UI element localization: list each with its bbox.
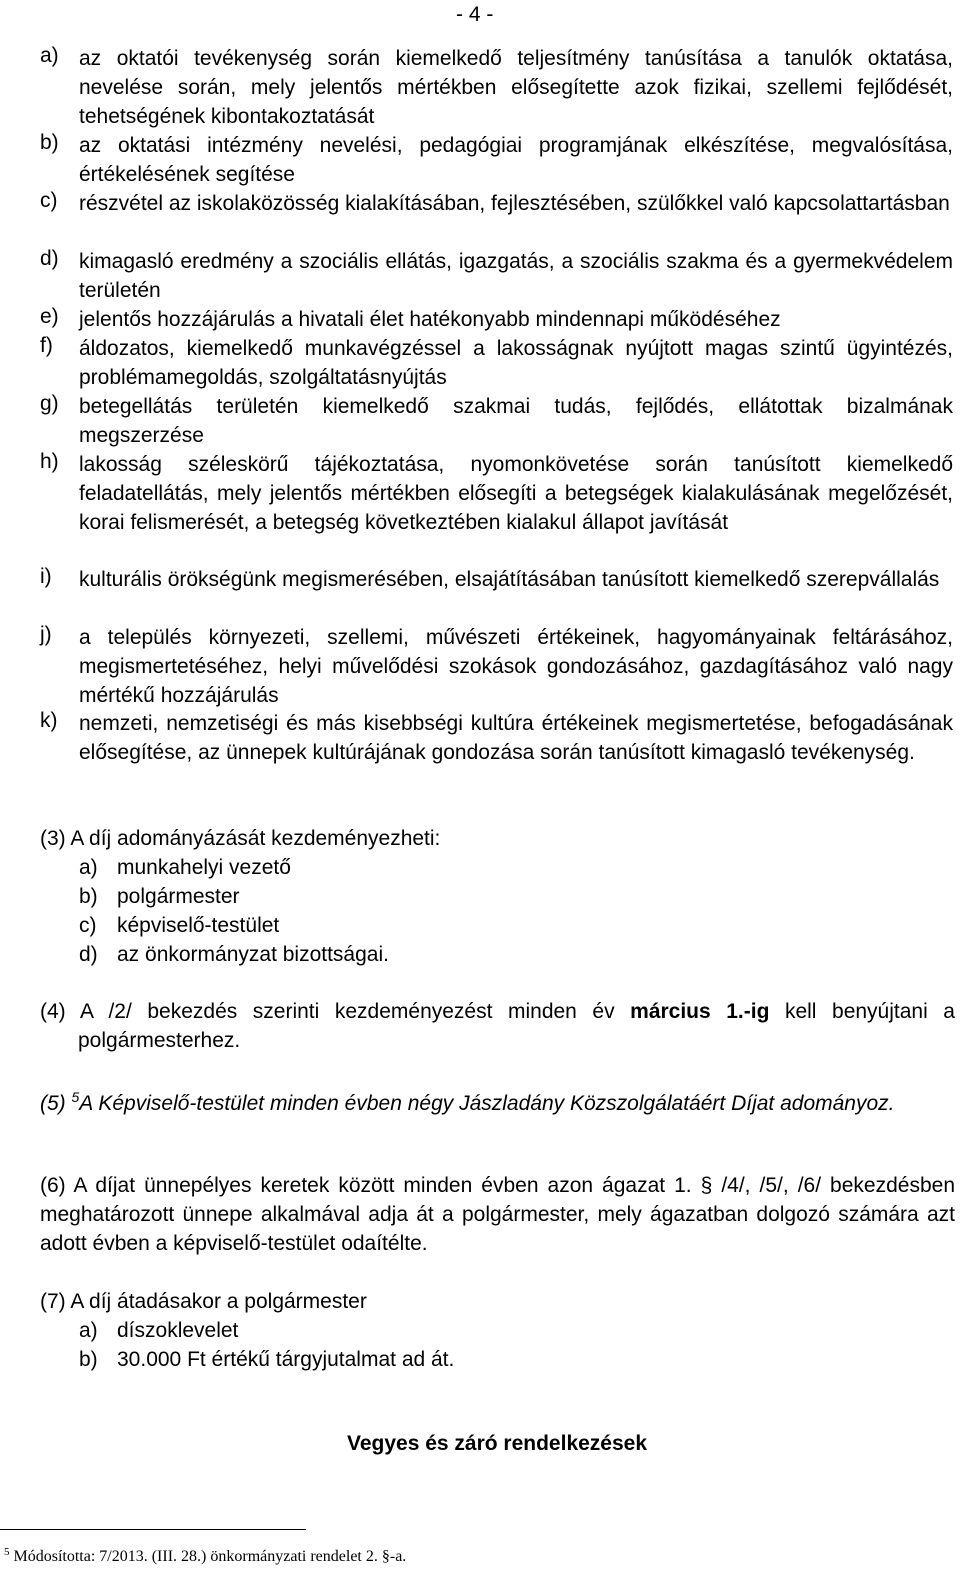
item-label: f) <box>40 334 53 357</box>
item-text: az oktatási intézmény nevelési, pedagógiai programjának elkészítése, megvalósítása, értékelésének segítése <box>79 134 953 186</box>
section-7-option-b <box>79 1345 454 1374</box>
item-text: jelentős hozzájárulás a hivatali élet hatékonyabb mindennapi működéséhez <box>79 308 781 331</box>
item-text: áldozatos, kiemelkedő munkavégzéssel a lakosságnak nyújtott magas szintű ügyintézés, problémamegoldás, szolgáltatásnyújtás <box>79 337 953 389</box>
section-3-intro: (3) A díj adományázását kezdeményezheti: <box>40 827 441 850</box>
section-7-intro: (7) A díj átadásakor a polgármester <box>40 1290 367 1313</box>
option-label: b) <box>79 885 98 908</box>
item-text: részvétel az iskolaközösség kialakításában, fejlesztésében, szülőkkel való kapcsolattartásban <box>79 192 950 215</box>
item-label: h) <box>40 450 59 473</box>
item-text: kulturális örökségünk megismerésében, elsajátításában tanúsított kiemelkedő szerepvállalás <box>79 568 940 591</box>
option-label: a) <box>79 856 98 879</box>
option-text: munkahelyi vezető <box>117 856 291 879</box>
item-text: lakosság széleskörű tájékoztatása, nyomonkövetése során tanúsított kiemelkedő feladatellátás, mely jelentős mértékben elősegíti a betegségek kialakulásának megelőzését, korai felismerését, a betegség következtében kialakul állapot javítását <box>79 453 953 534</box>
option-label: d) <box>79 943 98 966</box>
section-4-text: (4) A /2/ bekezdés szerinti kezdeményezést minden év <box>40 1000 631 1023</box>
footnote <box>4 1546 406 1566</box>
section-3-option-c <box>79 911 279 940</box>
section-5-text: A Képviselő-testület minden évben négy Jászladány Közszolgálatáért Díjat adományoz. <box>79 1092 895 1115</box>
section-3-option-b <box>79 882 240 911</box>
section-5 <box>40 1083 955 1118</box>
section-3-option-d <box>79 940 389 969</box>
item-label: b) <box>40 131 59 154</box>
footnote-reference: 5 <box>71 1089 80 1105</box>
option-text: polgármester <box>117 885 240 908</box>
item-label: k) <box>40 709 58 732</box>
item-label: i) <box>40 565 52 588</box>
section-4 <box>40 997 955 1055</box>
item-text: a település környezeti, szellemi, művészeti értékeinek, hagyományainak feltárásához, megismertetéséhez, helyi művelődési szokások gondozásához, gazdagításához való nagy mértékű hozzájárulás <box>79 626 953 707</box>
item-label: a) <box>40 44 59 67</box>
footnote-divider <box>0 1529 306 1530</box>
item-text: betegellátás területén kiemelkedő szakmai tudás, fejlődés, ellátottak bizalmának megszerzése <box>79 395 953 447</box>
section-3-option-a <box>79 853 291 882</box>
section-4-text-end: kell benyújtani a polgármesterhez. <box>78 1000 955 1052</box>
option-text: 30.000 Ft értékű tárgyjutalmat ad át. <box>117 1348 455 1371</box>
footnote-text: Módosította: 7/2013. (III. 28.) önkormányzati rendelet 2. §-a. <box>13 1548 407 1565</box>
item-text: nemzeti, nemzetiségi és más kisebbségi kultúra értékeinek megismertetése, befogadásának elősegítése, az ünnepek kultúrájának gondozása során tanúsított kimagasló tevékenység. <box>79 712 953 764</box>
page-number: - 4 - <box>456 3 494 26</box>
option-label: a) <box>79 1319 98 1342</box>
section-4-deadline: március 1.-ig <box>630 1000 770 1023</box>
item-label: j) <box>40 623 52 646</box>
option-text: képviselő-testület <box>117 914 280 937</box>
item-label: c) <box>40 189 58 212</box>
item-label: e) <box>40 305 59 328</box>
item-text: kimagasló eredmény a szociális ellátás, igazgatás, a szociális szakma és a gyermekvédelem területén <box>79 250 953 302</box>
option-label: b) <box>79 1348 98 1371</box>
section-heading: Vegyes és záró rendelkezések <box>346 1432 648 1455</box>
section-6: (6) A díjat ünnepélyes keretek között minden évben azon ágazat 1. § /4/, /5/, /6/ bekezdésben meghatározott ünnepe alkalmával adja át a polgármester, mely ágazatban dolgozó számára azt adott évben a képviselő-testület odaítélte. <box>40 1174 955 1255</box>
option-text: az önkormányzat bizottságai. <box>117 943 389 966</box>
option-text: díszoklevelet <box>117 1319 239 1342</box>
item-label: g) <box>40 392 59 415</box>
section-5-prefix: (5) <box>40 1092 72 1115</box>
section-7-option-a <box>79 1316 238 1345</box>
option-label: c) <box>79 914 97 937</box>
footnote-number: 5 <box>4 1546 10 1558</box>
item-text: az oktatói tevékenység során kiemelkedő teljesítmény tanúsítása a tanulók oktatása, nevelése során, mely jelentős mértékben elősegítette azok fizikai, szellemi fejlődését, tehetségének kibontakoztatását <box>79 47 953 128</box>
item-label: d) <box>40 247 59 270</box>
